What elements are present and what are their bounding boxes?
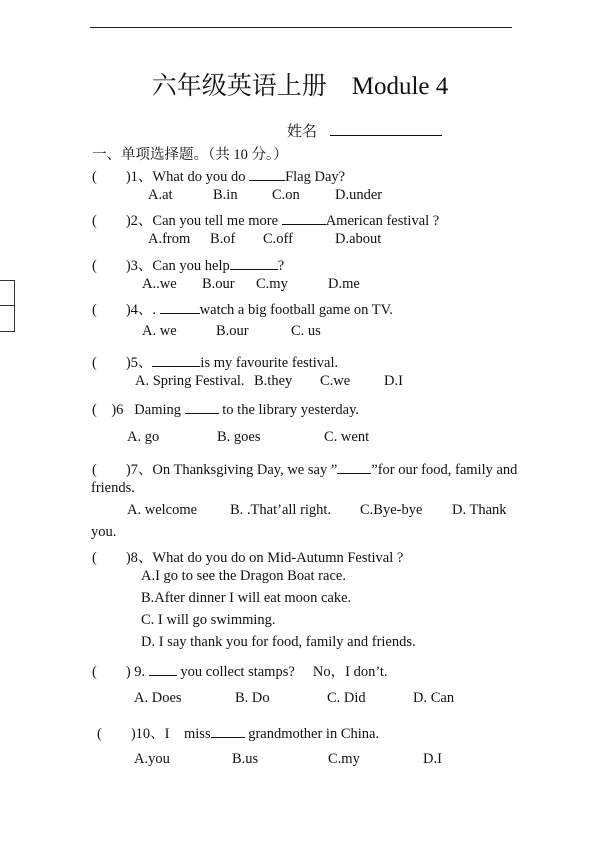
option-c: C. I will go swimming. <box>141 612 276 628</box>
option-b: B.in <box>213 187 238 203</box>
answer-blank[interactable] <box>282 210 326 225</box>
answer-paren[interactable]: ( ) <box>92 169 131 185</box>
option-a: A. go <box>127 429 160 445</box>
question-10: ( )10、I miss grandmother in China. <box>97 722 379 743</box>
answer-paren[interactable]: ( ) <box>97 726 136 742</box>
answer-paren[interactable]: ( ) <box>92 550 131 566</box>
question-3: ( )3、Can you help ? <box>92 254 284 275</box>
question-4: ( )4、. watch a big football game on TV. <box>92 298 393 319</box>
option-b: B.us <box>232 751 259 767</box>
name-field-line[interactable] <box>330 135 442 136</box>
page-title: 六年级英语上册 Module 4 <box>151 73 449 100</box>
option-c: C.my <box>256 276 288 292</box>
answer-paren[interactable]: ( ) <box>92 402 117 418</box>
answer-blank[interactable] <box>337 459 371 474</box>
answer-blank[interactable] <box>185 399 219 414</box>
option-c: C. Did <box>327 690 366 706</box>
option-a: A. we <box>142 323 177 339</box>
option-a: A. Spring Festival. <box>135 373 245 389</box>
option-a: A.I go to see the Dragon Boat race. <box>141 568 346 584</box>
question-6: ( )6 Daming to the library yesterday. <box>92 398 359 419</box>
answer-blank[interactable] <box>160 299 200 314</box>
option-d: D.I <box>384 373 403 389</box>
name-label: 姓名 <box>287 124 318 140</box>
answer-blank[interactable] <box>249 166 285 181</box>
option-b: B.of <box>210 231 236 247</box>
option-c: C.my <box>328 751 360 767</box>
option-b: B.our <box>202 276 235 292</box>
section-heading: 一、单项选择题。（共 10 分。） <box>92 147 288 163</box>
answer-blank[interactable] <box>230 255 278 270</box>
option-b: B.they <box>254 373 293 389</box>
answer-blank[interactable] <box>149 661 177 676</box>
question-7: ( )7、On Thanksgiving Day, we say ” ”for our food, family and <box>92 458 517 479</box>
question-1: ( )1、What do you do Flag Day? <box>92 165 345 186</box>
option-c: C.on <box>272 187 300 203</box>
option-b: B.our <box>216 323 249 339</box>
answer-paren[interactable]: ( ) <box>92 213 131 229</box>
option-d: D.I <box>423 751 442 767</box>
option-d: D.under <box>335 187 383 203</box>
question-7-continuation: friends. <box>91 480 135 496</box>
option-c: C. us <box>291 323 321 339</box>
option-a: A.at <box>148 187 173 203</box>
option-c: C. went <box>324 429 370 445</box>
option-d: D. Thank <box>452 502 507 518</box>
answer-blank[interactable] <box>211 723 245 738</box>
option-d: D.about <box>335 231 382 247</box>
option-c: C.off <box>263 231 293 247</box>
option-a: A. welcome <box>127 502 198 518</box>
option-b: B. goes <box>217 429 261 445</box>
option-b: B. Do <box>235 690 270 706</box>
answer-paren[interactable]: ( ) <box>92 258 131 274</box>
binding-margin-box <box>0 280 15 332</box>
answer-blank[interactable] <box>152 352 200 367</box>
option-b: B.After dinner I will eat moon cake. <box>141 590 352 606</box>
question-2: ( )2、Can you tell me more American festival ? <box>92 209 439 230</box>
option-d-continuation: you. <box>91 524 117 540</box>
option-c: C.we <box>320 373 351 389</box>
option-c: C.Bye-bye <box>360 502 423 518</box>
question-5: ( )5、 is my favourite festival. <box>92 351 338 372</box>
question-8: ( )8、What do you do on Mid-Autumn Festival ? <box>92 550 404 566</box>
option-b: B. .That’all right. <box>230 502 332 518</box>
option-d: D. Can <box>413 690 455 706</box>
option-a: A. Does <box>134 690 182 706</box>
option-a: A.from <box>148 231 191 247</box>
answer-paren[interactable]: ( ) <box>92 462 131 478</box>
question-9: ( ) 9. you collect stamps? No，I don’t. <box>92 660 388 681</box>
binding-margin-divider <box>0 305 14 306</box>
answer-paren[interactable]: ( ) <box>92 664 131 680</box>
option-a: A.you <box>134 751 170 767</box>
answer-paren[interactable]: ( ) <box>92 355 131 371</box>
option-a: A..we <box>142 276 177 292</box>
top-rule <box>90 27 512 28</box>
option-d: D.me <box>328 276 360 292</box>
option-d: D. I say thank you for food, family and friends. <box>141 634 416 650</box>
answer-paren[interactable]: ( ) <box>92 302 131 318</box>
